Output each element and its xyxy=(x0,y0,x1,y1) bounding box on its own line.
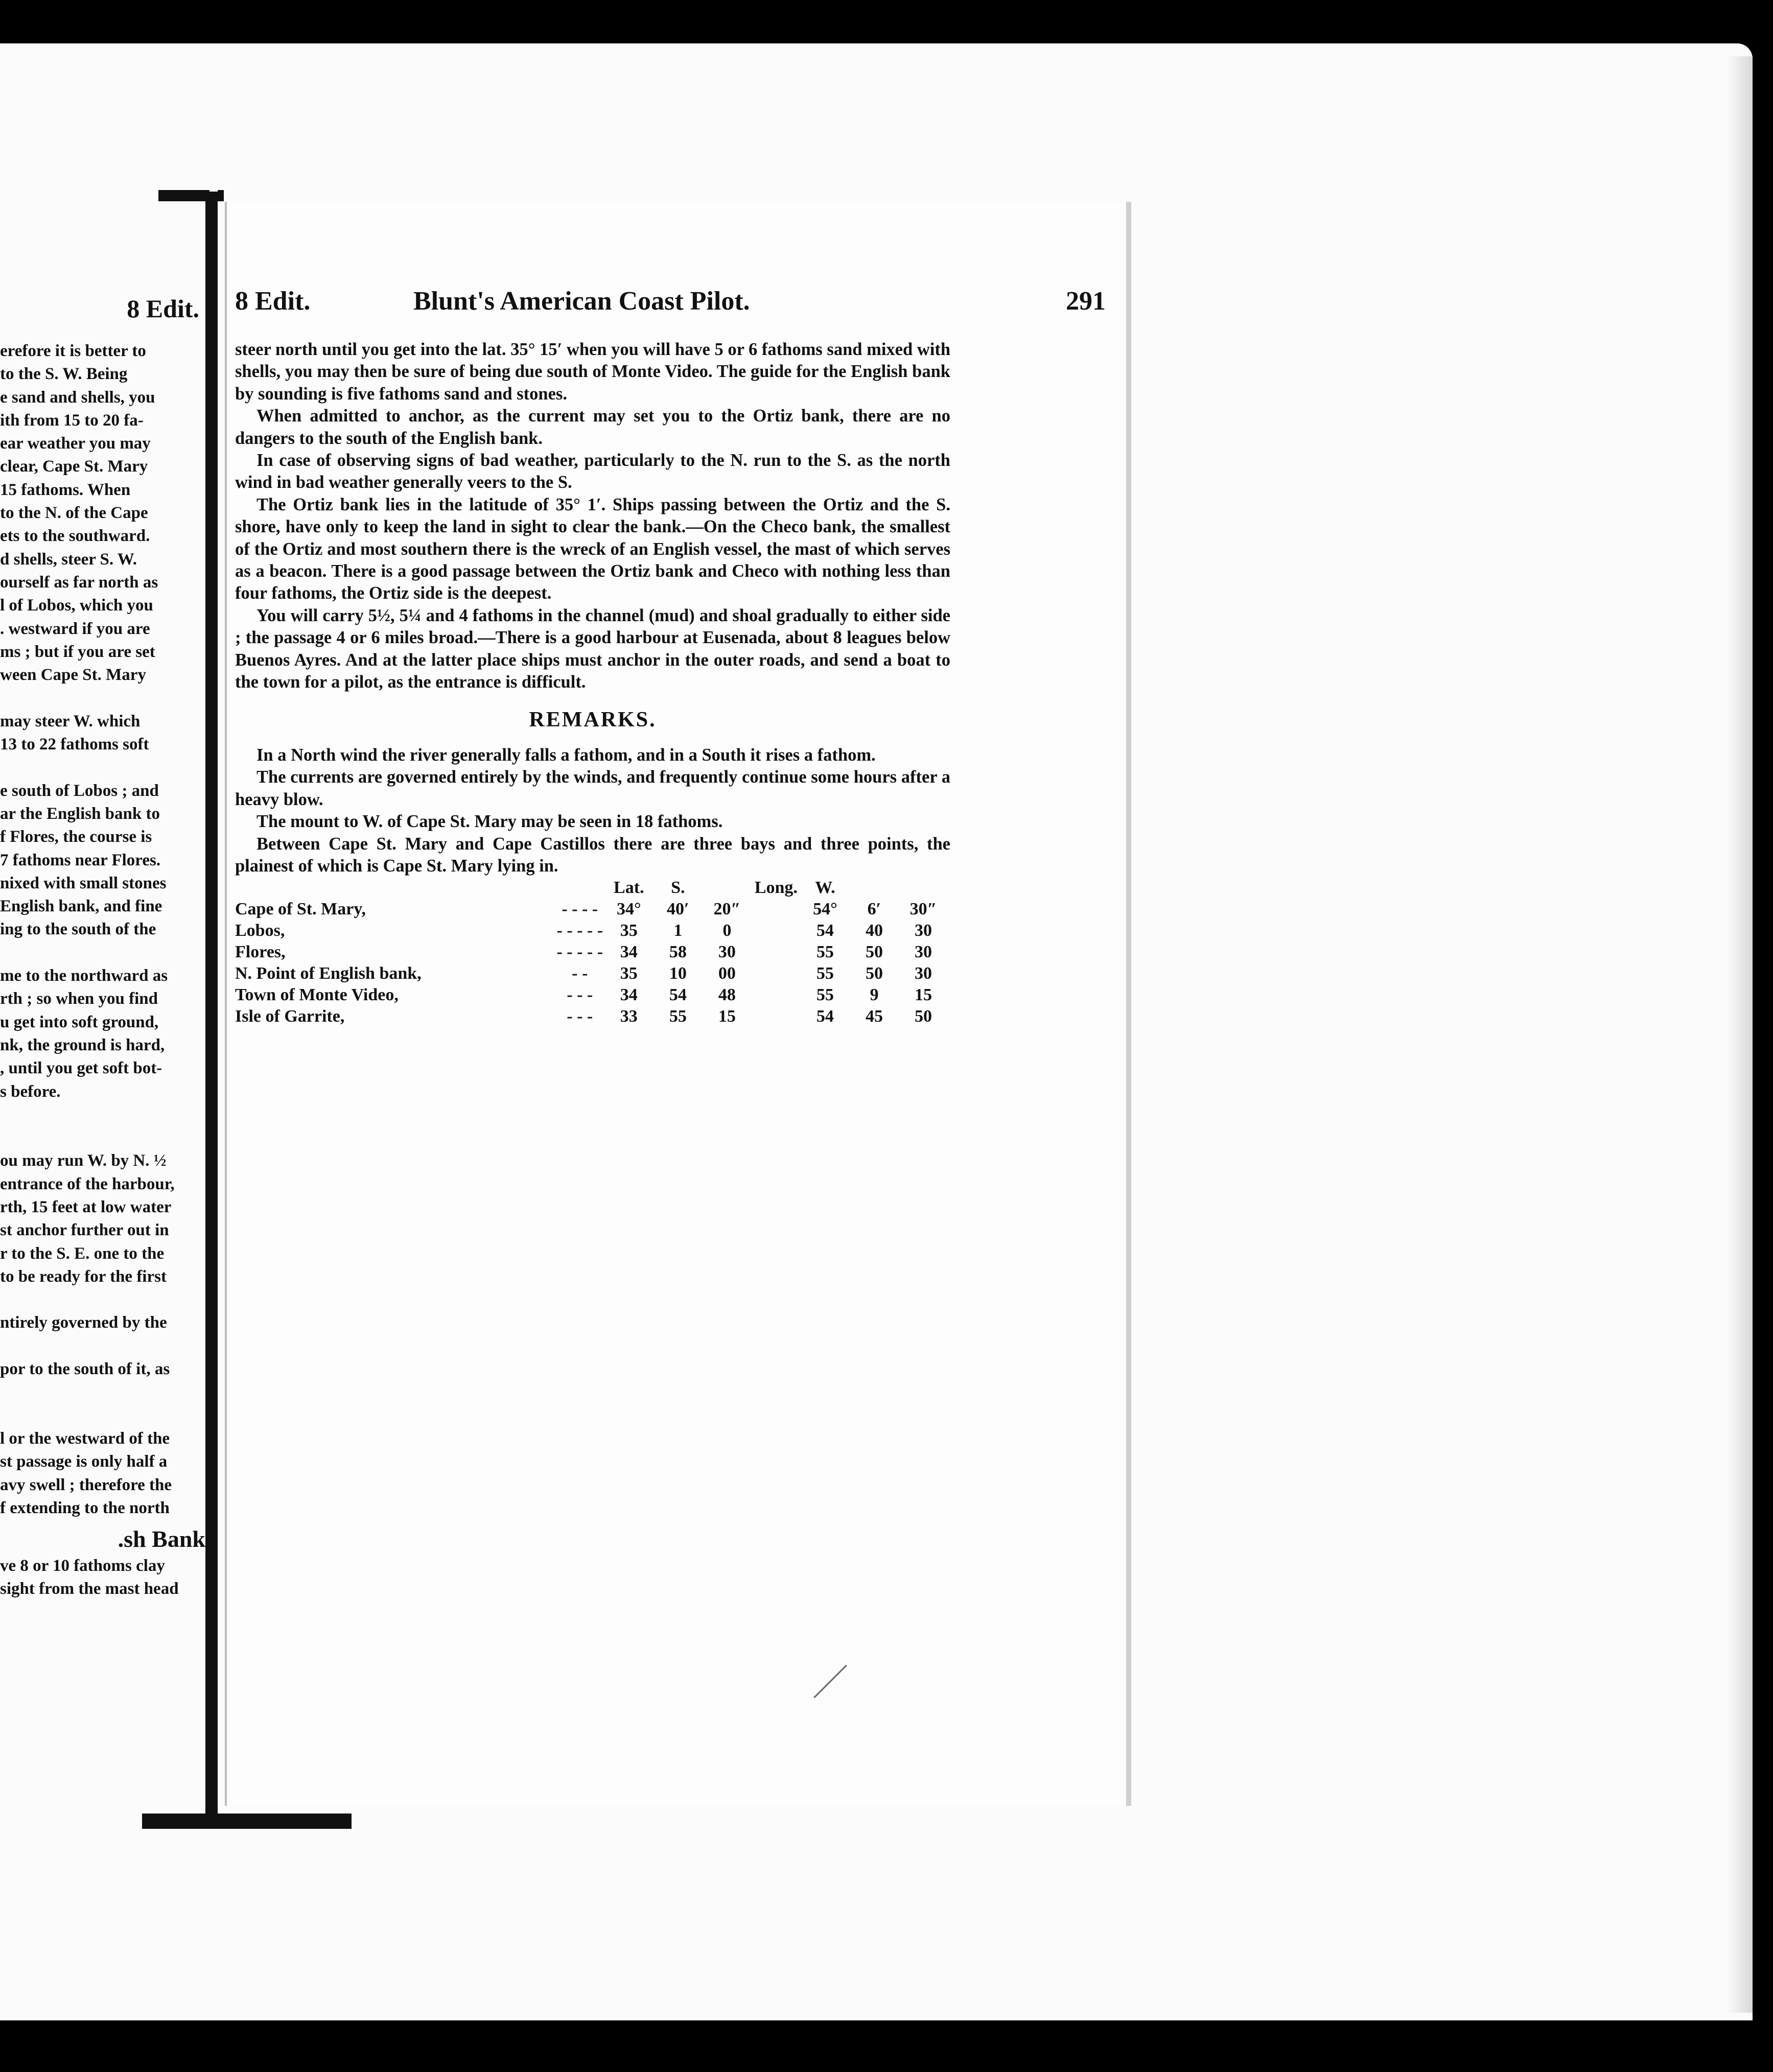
left-page-line: e sand and shells, you xyxy=(0,388,155,407)
coordinate-value: 34° xyxy=(616,900,641,919)
left-page-line: ourself as far north as xyxy=(0,573,158,592)
coordinate-value: 30 xyxy=(914,964,932,983)
left-facing-page xyxy=(0,194,215,1829)
left-page-line: ing to the south of the xyxy=(0,920,156,939)
left-page-line: me to the northward as xyxy=(0,967,168,985)
left-page-line: ve 8 or 10 fathoms clay xyxy=(0,1557,165,1575)
left-page-line xyxy=(0,1288,205,1311)
left-page-line: ms ; but if you are set xyxy=(0,642,155,661)
column-header: Long. xyxy=(754,878,798,898)
left-page-line: u get into soft ground, xyxy=(0,1013,159,1031)
table-row xyxy=(235,899,948,920)
left-page-line: por to the south of it, as xyxy=(0,1360,170,1379)
place-name: Isle of Garrite, xyxy=(235,1007,345,1026)
left-page-line: English bank, and fine xyxy=(0,897,162,916)
left-page-line xyxy=(0,687,205,710)
left-page-line: 7 fathoms near Flores. xyxy=(0,851,161,869)
left-page-line: nixed with small stones xyxy=(0,874,167,892)
binding-bracket-bottom xyxy=(142,1814,352,1829)
left-page-line xyxy=(0,1103,205,1126)
left-page-line: ear weather you may xyxy=(0,434,151,453)
coordinate-value: 54 xyxy=(669,985,687,1005)
leader-dashes: - - - xyxy=(567,1007,593,1026)
column-header: Lat. xyxy=(614,878,644,898)
coordinate-value: 50 xyxy=(914,1007,932,1026)
left-page-line: sight from the mast head xyxy=(0,1580,179,1598)
leader-dashes: - - - xyxy=(567,985,593,1005)
coordinate-value: 30 xyxy=(718,943,736,962)
coordinate-value: 50 xyxy=(865,943,883,962)
coordinate-value: 00 xyxy=(718,964,736,983)
paragraph: Between Cape St. Mary and Cape Castillos there are three bays and three points, the plainest of which is Cape St. Mary lying in. xyxy=(235,834,950,876)
left-page-line: st passage is only half a xyxy=(0,1452,168,1471)
paragraph: The mount to W. of Cape St. Mary may be seen in 18 fathoms. xyxy=(256,812,723,832)
left-page-line: ntirely governed by the xyxy=(0,1313,167,1332)
coordinate-value: 48 xyxy=(718,985,736,1005)
left-page-line: 13 to 22 fathoms soft xyxy=(0,735,149,754)
coordinate-value: 20″ xyxy=(713,900,741,919)
place-name: Cape of St. Mary, xyxy=(235,900,366,919)
coordinate-value: 34 xyxy=(620,985,638,1005)
left-page-line: ween Cape St. Mary xyxy=(0,666,146,685)
binding-bracket-top xyxy=(158,190,209,201)
left-page-line: s before. xyxy=(0,1082,61,1101)
coordinate-value: 55 xyxy=(816,943,834,962)
left-page-line: clear, Cape St. Mary xyxy=(0,457,148,476)
left-page-line: l of Lobos, which you xyxy=(0,596,153,615)
coordinate-value: 30 xyxy=(914,921,932,940)
coordinate-value: 35 xyxy=(620,964,638,983)
coordinate-value: 45 xyxy=(865,1007,883,1026)
left-page-line: erefore it is better to xyxy=(0,342,146,360)
table-row xyxy=(235,920,948,941)
left-page-line: rth ; so when you find xyxy=(0,990,158,1008)
binding-bracket xyxy=(205,192,218,1824)
page-edge-shadow xyxy=(1727,56,1753,2013)
paragraph: In a North wind the river generally falls a fathom, and in a South it rises a fathom. xyxy=(256,745,876,765)
coordinate-value: 9 xyxy=(870,985,879,1005)
left-page-line xyxy=(0,1126,205,1149)
coordinate-value: 6′ xyxy=(867,900,881,919)
coordinate-value: 55 xyxy=(816,985,834,1005)
column-header: W. xyxy=(815,878,835,898)
coordinate-value: 15 xyxy=(718,1007,736,1026)
column-header: S. xyxy=(671,878,685,898)
left-page-line: r to the S. E. one to the xyxy=(0,1244,165,1263)
left-page-line: avy swell ; therefore the xyxy=(0,1475,172,1494)
left-page-line: st anchor further out in xyxy=(0,1221,169,1240)
coordinate-value: 54° xyxy=(813,900,837,919)
place-name: Flores, xyxy=(235,943,286,962)
left-page-line: ou may run W. by N. ½ xyxy=(0,1151,167,1170)
left-page-line: to the N. of the Cape xyxy=(0,504,148,523)
coordinate-value: 55 xyxy=(669,1007,687,1026)
left-page-line: entrance of the harbour, xyxy=(0,1174,175,1193)
coordinate-value: 35 xyxy=(620,921,638,940)
table-row xyxy=(235,941,948,963)
coordinate-value: 34 xyxy=(620,943,638,962)
left-page-line xyxy=(0,1335,205,1358)
left-page-line xyxy=(0,1404,205,1427)
page-header xyxy=(227,286,1106,322)
paragraph: When admitted to anchor, as the current may set you to the Ortiz bank, there are no dangers to the south of the English bank. xyxy=(235,406,950,448)
page-number: 291 xyxy=(1066,287,1106,316)
table-row xyxy=(235,963,948,984)
coordinate-value: 58 xyxy=(669,943,687,962)
left-page-line: . westward if you are xyxy=(0,619,150,638)
coordinate-value: 30″ xyxy=(909,900,937,919)
paragraph: You will carry 5½, 5¼ and 4 fathoms in the channel (mud) and shoal gradually to either side ; the passage 4 or 6 miles broad.—There is a good harbour at Eusenada, about 8 leagues below Buenos Ayres. And at the latter place ships must anchor in the outer roads, and send a boat to the town for a pilot, as the entrance is difficult. xyxy=(235,605,950,692)
coordinate-value: 40 xyxy=(865,921,883,940)
table-row xyxy=(235,984,948,1006)
left-page-line: may steer W. which xyxy=(0,712,141,731)
left-page-line xyxy=(0,1381,205,1404)
paragraph: In case of observing signs of bad weather, particularly to the N. run to the S. as the north wind in bad weather generally veers to the S. xyxy=(235,451,950,492)
left-page-line: to be ready for the first xyxy=(0,1267,167,1286)
left-page-line: , until you get soft bot- xyxy=(0,1059,162,1078)
left-page-line: f extending to the north xyxy=(0,1498,170,1517)
positions-table xyxy=(235,877,948,1027)
left-page-line: ith from 15 to 20 fa- xyxy=(0,411,144,430)
edition-label: 8 Edit. xyxy=(235,287,311,316)
running-title: Blunt's American Coast Pilot. xyxy=(413,287,750,316)
left-page-line: to the S. W. Being xyxy=(0,365,128,384)
left-page-line: l or the westward of the xyxy=(0,1429,170,1448)
left-page-header: 8 Edit. xyxy=(127,294,199,323)
paragraph: steer north until you get into the lat. 35° 15′ when you will have 5 or 6 fathoms sand mixed with shells, you may then be sure of being due south of Monte Video. The guide for the English bank by sounding is five fathoms sand and stones. xyxy=(235,340,950,404)
left-page-line: f Flores, the course is xyxy=(0,828,152,846)
coordinate-value: 33 xyxy=(620,1007,638,1026)
coordinate-value: 10 xyxy=(669,964,687,983)
left-page-line xyxy=(0,941,205,964)
coordinate-value: 30 xyxy=(914,943,932,962)
left-page-line: rth, 15 feet at low water xyxy=(0,1197,172,1216)
binding-bracket-top-right xyxy=(218,190,224,201)
leader-dashes: - - - - xyxy=(562,900,598,919)
left-page-line: e south of Lobos ; and xyxy=(0,781,159,800)
leader-dashes: - - - - - xyxy=(556,921,603,940)
coordinate-value: 0 xyxy=(722,921,732,940)
left-page-line: ets to the southward. xyxy=(0,527,150,546)
coordinate-value: 1 xyxy=(673,921,683,940)
place-name: Town of Monte Video, xyxy=(235,985,399,1005)
coordinate-value: 54 xyxy=(816,1007,834,1026)
left-page-line: ar the English bank to xyxy=(0,804,160,823)
left-page-line xyxy=(0,756,205,779)
left-page-line: 15 fathoms. When xyxy=(0,480,131,499)
place-name: N. Point of English bank, xyxy=(235,964,422,983)
coordinate-value: 50 xyxy=(865,964,883,983)
coordinate-value: 15 xyxy=(914,985,932,1005)
paragraph: The currents are governed entirely by the winds, and frequently continue some hours after a heavy blow. xyxy=(235,767,950,809)
page-body xyxy=(235,339,950,1027)
leader-dashes: - - - - - xyxy=(556,943,603,962)
leader-dashes: - - xyxy=(572,964,588,983)
left-page-line: nk, the ground is hard, xyxy=(0,1035,165,1054)
section-heading: REMARKS. xyxy=(529,708,657,732)
table-header-row xyxy=(235,877,948,899)
table-row xyxy=(235,1006,948,1027)
coordinate-value: 54 xyxy=(816,921,834,940)
paragraph: The Ortiz bank lies in the latitude of 35° 1′. Ships passing between the Ortiz and the S. shore, have only to keep the land in sight to clear the bank.—On the Checo bank, the smallest of the Ortiz and most southern there is the wreck of an English vessel, the mast of which serves as a beacon. There is a good passage between the Ortiz bank and Checo with nothing less than four fathoms, the Ortiz side is the deepest. xyxy=(235,495,950,603)
left-page-line: d shells, steer S. W. xyxy=(0,550,137,569)
left-page-heading: sh Bank. xyxy=(118,1526,205,1552)
right-page xyxy=(225,202,1131,1806)
coordinate-value: 40′ xyxy=(667,900,689,919)
coordinate-value: 55 xyxy=(816,964,834,983)
place-name: Lobos, xyxy=(235,921,285,940)
left-page-text xyxy=(0,340,205,1601)
